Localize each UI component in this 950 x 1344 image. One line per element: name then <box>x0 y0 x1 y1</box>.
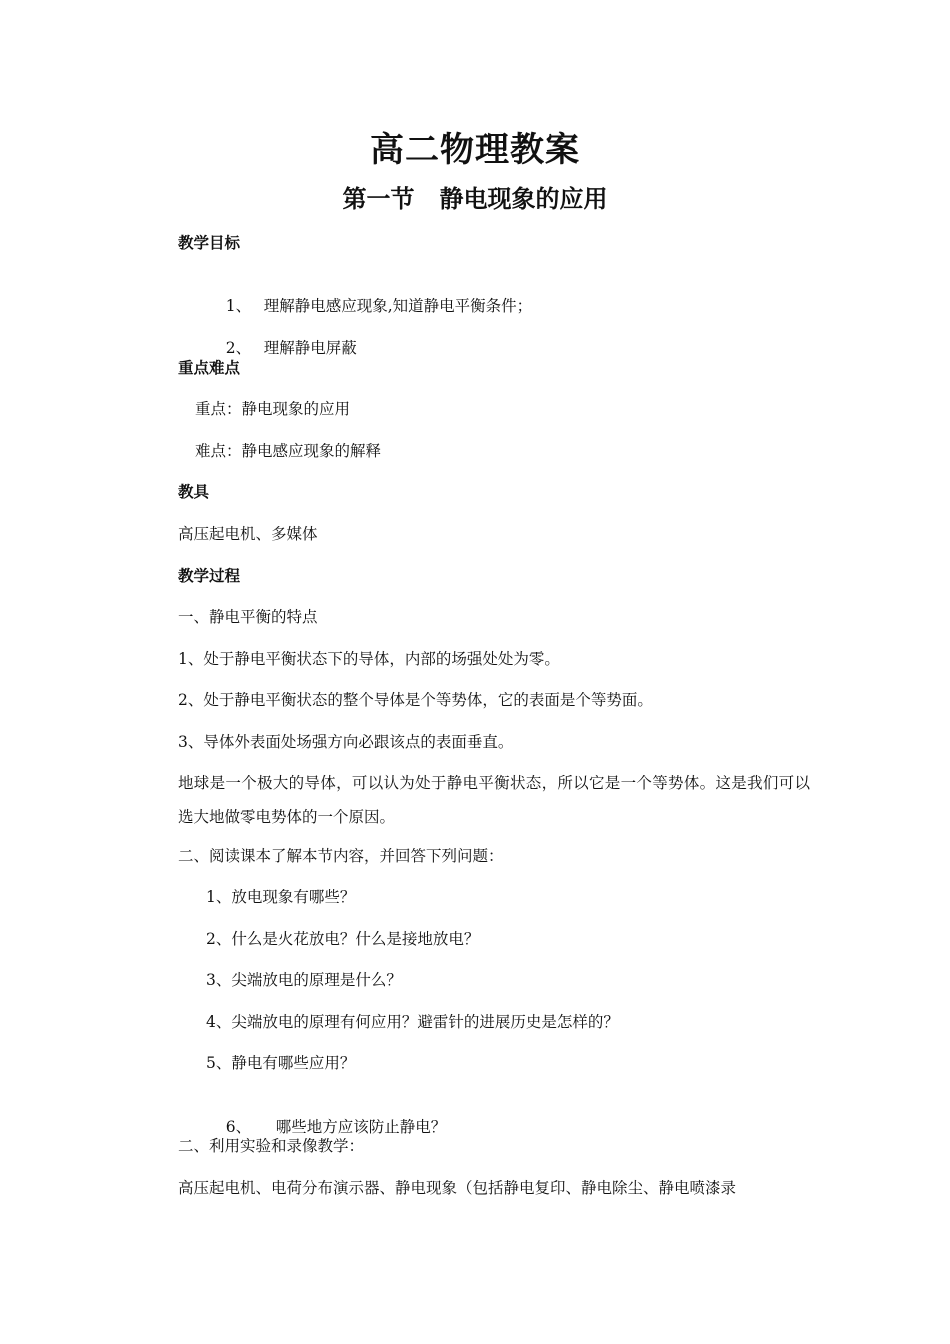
earth-paragraph: 地球是一个极大的导体，可以认为处于静电平衡状态，所以它是一个等势体。这是我们可以选大地做零电势体的一个原因。 <box>178 774 810 826</box>
tools-heading: 教具 <box>178 482 210 501</box>
goal-number: 2、 <box>225 339 252 357</box>
question-text: 哪些地方应该防止静电？ <box>275 1118 447 1136</box>
point-item: 3、导体外表面处场强方向必跟该点的表面垂直。 <box>178 733 514 751</box>
page-title: 高二物理教案 <box>370 130 580 170</box>
equipment-line: 高压起电机、电荷分布演示器、静电现象（包括静电复印、静电除尘、静电喷漆录 <box>178 1179 737 1197</box>
goal-text: 理解静电屏蔽 <box>263 339 357 357</box>
tools-text: 高压起电机、多媒体 <box>178 525 318 543</box>
section2-title: 二、阅读课本了解本节内容，并回答下列问题： <box>178 847 504 865</box>
process-heading: 教学过程 <box>178 566 241 585</box>
difficulty-text: 难点：静电感应现象的解释 <box>195 442 382 460</box>
focus-text: 重点：静电现象的应用 <box>195 400 351 418</box>
keypoints-heading: 重点难点 <box>178 358 241 377</box>
goal-text: 理解静电感应现象,知道静电平衡条件； <box>263 297 533 315</box>
section3-title: 二、利用实验和录像教学： <box>178 1137 365 1155</box>
question-item: 1、放电现象有哪些？ <box>206 888 356 906</box>
section1-title: 一、静电平衡的特点 <box>178 608 318 626</box>
question-item: 4、尖端放电的原理有何应用？避雷针的进展历史是怎样的？ <box>206 1013 619 1031</box>
question-item: 2、什么是火花放电？什么是接地放电？ <box>206 930 480 948</box>
goals-heading: 教学目标 <box>178 233 241 252</box>
point-item: 2、处于静电平衡状态的整个导体是个等势体，它的表面是个等势面。 <box>178 691 653 709</box>
section-subtitle: 第一节 静电现象的应用 <box>342 184 608 213</box>
goal-number: 1、 <box>225 297 252 315</box>
question-number: 6、 <box>225 1118 252 1136</box>
question-item: 3、尖端放电的原理是什么？ <box>206 971 402 989</box>
question-item: 5、静电有哪些应用？ <box>206 1054 356 1072</box>
point-item: 1、处于静电平衡状态下的导体，内部的场强处处为零。 <box>178 650 560 668</box>
